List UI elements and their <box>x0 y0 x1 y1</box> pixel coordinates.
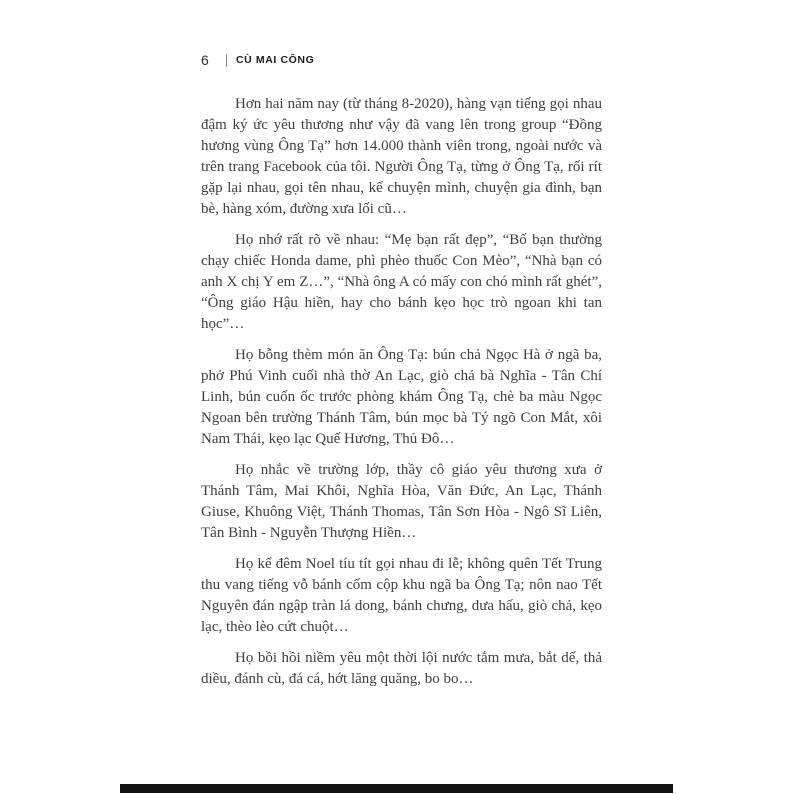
header-divider <box>226 54 227 67</box>
page-content <box>201 52 602 700</box>
page-number: 6 <box>201 52 209 68</box>
paragraph: Họ bồi hồi niềm yêu một thời lội nước tắm mưa, bắt dế, thả diều, đánh cù, đá cá, hớt lăng quăng, bo bo… <box>201 650 602 687</box>
page-header <box>201 52 602 68</box>
paragraph: Hơn hai năm nay (từ tháng 8-2020), hàng vạn tiếng gọi nhau đậm ký ức yêu thương như vậy đã vang lên trong group “Đồng hương vùng Ông Tạ” hơn 14.000 thành viên trong, ngoài nước và trên trang Facebook của tôi. Người Ông Tạ, từng ở Ông Tạ, rối rít gặp lại nhau, gọi tên nhau, kể chuyện mình, chuyện gia đình, bạn bè, hàng xóm, đường xưa lối cũ… <box>201 96 602 217</box>
paragraph: Họ bỗng thèm món ăn Ông Tạ: bún chả Ngọc Hà ở ngã ba, phở Phú Vinh cuối nhà thờ An Lạc, giò chả bà Nghĩa - Tân Chí Linh, bún cuốn ốc trước phòng khám Ông Tạ, chè ba màu Ngọc Ngoan bên trường Thánh Tâm, bún mọc bà Tý ngõ Con Mắt, xôi Nam Thái, kẹo lạc Quế Hương, Thủ Đô… <box>201 347 602 447</box>
paragraph: Họ nhắc về trường lớp, thầy cô giáo yêu thương xưa ở Thánh Tâm, Mai Khôi, Nghĩa Hòa, Văn Đức, An Lạc, Thánh Giuse, Khuông Việt, Thánh Thomas, Tân Sơn Hòa - Ngô Sĩ Liên, Tân Bình - Nguyễn Thượng Hiền… <box>201 462 602 541</box>
paragraph: Họ kể đêm Noel tíu tít gọi nhau đi lễ; không quên Tết Trung thu vang tiếng vỗ bánh cốm cộp khu ngã ba Ông Tạ; nôn nao Tết Nguyên đán ngập tràn lá dong, bánh chưng, dưa hấu, giò chả, kẹo lạc, thèo lèo cứt chuột… <box>201 556 602 635</box>
paragraph: Họ nhớ rất rõ về nhau: “Mẹ bạn rất đẹp”, “Bố bạn thường chạy chiếc Honda dame, phì phèo thuốc Con Mèo”, “Nhà bạn có anh X chị Y em Z…”, “Nhà ông A có mấy con chó mình rất ghét”, “Ông giáo Hậu hiền, hay cho bánh kẹo học trò ngoan khi tan học”… <box>201 232 602 332</box>
running-head: CÙ MAI CÔNG <box>236 54 315 66</box>
body-text <box>201 94 602 690</box>
bottom-bar <box>120 784 673 793</box>
